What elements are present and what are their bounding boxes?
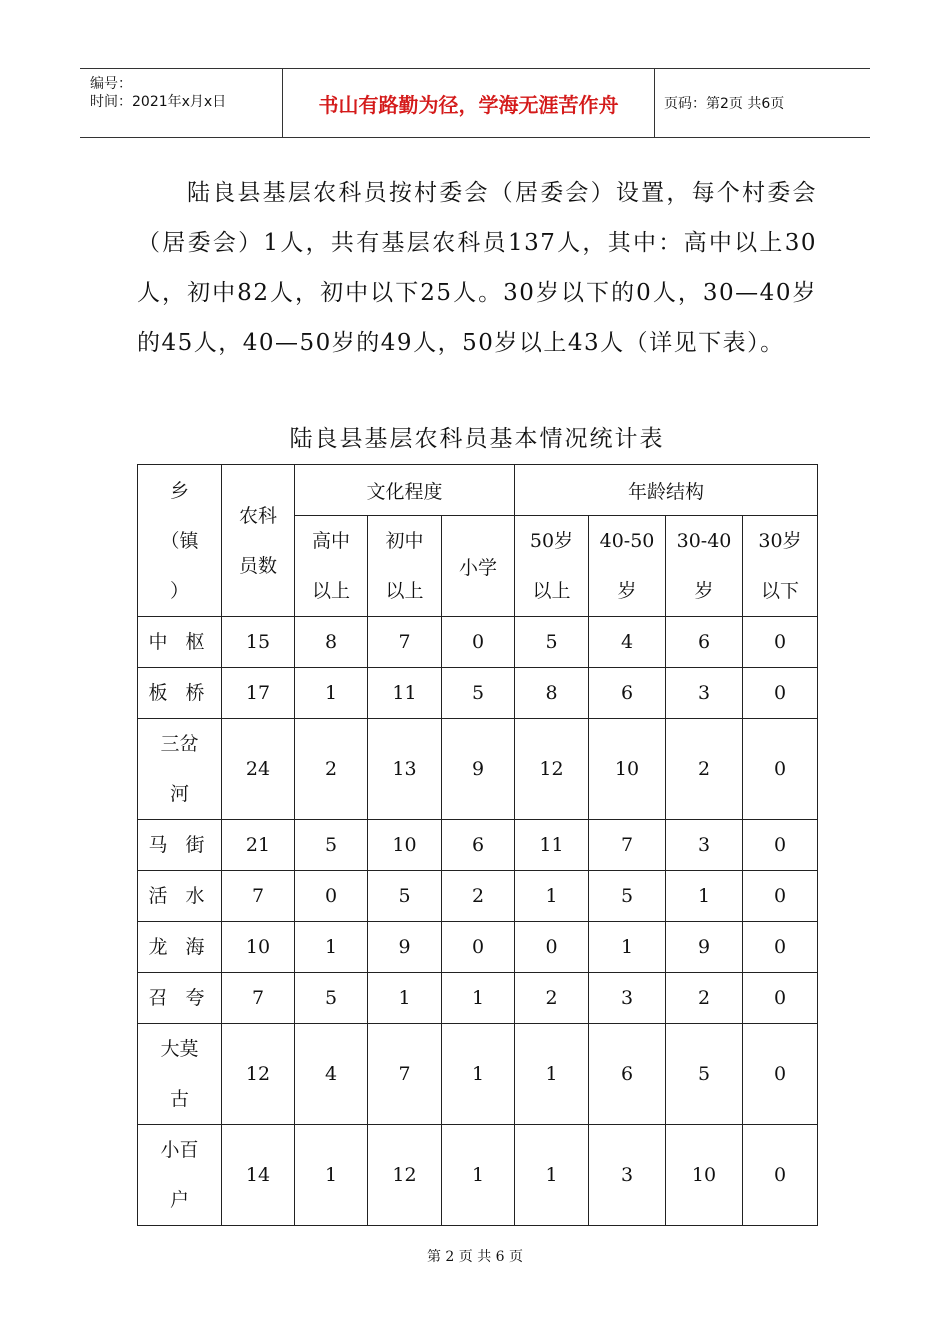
cell-age-50: 1 (515, 1024, 589, 1125)
cell-age-50: 1 (515, 1125, 589, 1226)
header-line: 30岁 (758, 530, 802, 552)
cell-age-under-30: 0 (743, 820, 818, 871)
table-row (138, 668, 818, 719)
cell-age-40: 1 (589, 922, 666, 973)
cell-primary: 0 (442, 617, 515, 668)
page-header (80, 68, 870, 138)
page-footer: 第 2 页 共 6 页 (426, 1249, 524, 1265)
body-paragraph: 陆良县基层农科员按村委会（居委会）设置，每个村委会（居委会）1人，共有基层农科员137人，其中：高中以上30人，初中82人，初中以下25人。30岁以下的0人，30—40岁的45人，40—50岁的49人，50岁以上43人（详见下表）。 (137, 180, 817, 356)
header-town (138, 465, 222, 617)
cell-high: 5 (295, 973, 368, 1024)
time-label: 时间：2021年x月x日 (90, 94, 227, 110)
header-line: 以上 (385, 580, 424, 602)
cell-age-under-30: 0 (743, 668, 818, 719)
cell-count: 12 (222, 1024, 295, 1125)
table-row (138, 719, 818, 820)
header-motto: 书山有路勤为径，学海无涯苦作舟 (318, 92, 619, 117)
cell-primary: 1 (442, 1024, 515, 1125)
table-row (138, 1024, 818, 1125)
header-town-line: 乡 (169, 479, 189, 502)
cell-age-30: 1 (666, 871, 743, 922)
cell-town: 活 水 (138, 871, 222, 922)
cell-primary: 1 (442, 973, 515, 1024)
cell-age-40: 3 (589, 973, 666, 1024)
cell-primary: 6 (442, 820, 515, 871)
header-line: 以上 (311, 580, 350, 602)
cell-high: 4 (295, 1024, 368, 1125)
cell-age-40: 7 (589, 820, 666, 871)
header-line: 以上 (532, 580, 571, 602)
header-count-line: 员数 (238, 554, 277, 577)
cell-age-under-30: 0 (743, 922, 818, 973)
cell-age-under-30: 0 (743, 1125, 818, 1226)
cell-count: 24 (222, 719, 295, 820)
cell-age-40: 6 (589, 1024, 666, 1125)
cell-age-under-30: 0 (743, 871, 818, 922)
code-label: 编号： (90, 76, 132, 92)
header-line: 以下 (761, 580, 800, 602)
cell-town-line: 大莫 (160, 1038, 199, 1060)
cell-town-line: 小百 (160, 1139, 199, 1161)
cell-age-50: 1 (515, 871, 589, 922)
cell-mid: 7 (368, 617, 442, 668)
cell-town-line: 古 (169, 1088, 189, 1110)
cell-age-30: 3 (666, 668, 743, 719)
cell-mid: 11 (368, 668, 442, 719)
cell-town (138, 719, 222, 820)
table-row (138, 973, 818, 1024)
cell-age-30: 2 (666, 719, 743, 820)
header-divider (654, 69, 655, 137)
cell-mid: 13 (368, 719, 442, 820)
header-page-label: 页码：第2页 共6页 (664, 96, 785, 112)
header-line: 初中 (385, 530, 424, 552)
cell-town-line: 户 (169, 1189, 189, 1211)
cell-high: 5 (295, 820, 368, 871)
cell-high: 1 (295, 668, 368, 719)
cell-primary: 2 (442, 871, 515, 922)
cell-high: 1 (295, 922, 368, 973)
cell-count: 14 (222, 1125, 295, 1226)
cell-town: 中 枢 (138, 617, 222, 668)
header-age-50-plus (515, 516, 589, 617)
cell-town (138, 1024, 222, 1125)
cell-age-50: 11 (515, 820, 589, 871)
cell-mid: 5 (368, 871, 442, 922)
table-row (138, 1125, 818, 1226)
cell-high: 1 (295, 1125, 368, 1226)
cell-town: 龙 海 (138, 922, 222, 973)
cell-primary: 9 (442, 719, 515, 820)
header-line: 岁 (694, 580, 714, 602)
table-row (138, 617, 818, 668)
cell-age-under-30: 0 (743, 1024, 818, 1125)
cell-count: 7 (222, 973, 295, 1024)
cell-age-under-30: 0 (743, 719, 818, 820)
header-count (222, 465, 295, 617)
cell-mid: 7 (368, 1024, 442, 1125)
header-edu-mid (368, 516, 442, 617)
cell-town (138, 1125, 222, 1226)
cell-count: 21 (222, 820, 295, 871)
cell-town-line: 河 (169, 783, 189, 805)
cell-age-40: 4 (589, 617, 666, 668)
cell-high: 8 (295, 617, 368, 668)
header-meta (80, 69, 282, 137)
cell-age-50: 2 (515, 973, 589, 1024)
cell-mid: 10 (368, 820, 442, 871)
cell-count: 7 (222, 871, 295, 922)
cell-mid: 1 (368, 973, 442, 1024)
header-town-line: ） (169, 579, 189, 602)
cell-age-40: 3 (589, 1125, 666, 1226)
cell-age-30: 6 (666, 617, 743, 668)
cell-town: 板 桥 (138, 668, 222, 719)
cell-primary: 0 (442, 922, 515, 973)
header-age-group: 年龄结构 (515, 465, 818, 516)
cell-high: 2 (295, 719, 368, 820)
cell-town: 马 街 (138, 820, 222, 871)
header-line: 岁 (617, 580, 637, 602)
header-age-30-40 (666, 516, 743, 617)
cell-age-30: 5 (666, 1024, 743, 1125)
header-line: 高中 (311, 530, 350, 552)
header-town-line: （镇 (160, 529, 199, 552)
header-line: 40-50 (599, 530, 655, 552)
cell-high: 0 (295, 871, 368, 922)
cell-primary: 1 (442, 1125, 515, 1226)
cell-age-40: 10 (589, 719, 666, 820)
cell-age-50: 12 (515, 719, 589, 820)
cell-age-under-30: 0 (743, 617, 818, 668)
cell-count: 15 (222, 617, 295, 668)
statistics-table (137, 464, 818, 1226)
header-edu-high (295, 516, 368, 617)
header-count-line: 农科 (238, 504, 277, 527)
cell-age-50: 5 (515, 617, 589, 668)
cell-age-30: 10 (666, 1125, 743, 1226)
cell-age-50: 8 (515, 668, 589, 719)
header-line: 30-40 (676, 530, 732, 552)
header-line: 50岁 (529, 530, 574, 552)
cell-age-under-30: 0 (743, 973, 818, 1024)
cell-age-40: 6 (589, 668, 666, 719)
cell-count: 10 (222, 922, 295, 973)
cell-primary: 5 (442, 668, 515, 719)
cell-town: 召 夸 (138, 973, 222, 1024)
header-education-group: 文化程度 (295, 465, 515, 516)
cell-count: 17 (222, 668, 295, 719)
table-caption: 陆良县基层农科员基本情况统计表 (289, 426, 665, 452)
cell-age-30: 9 (666, 922, 743, 973)
cell-age-40: 5 (589, 871, 666, 922)
table-row (138, 922, 818, 973)
table-row (138, 820, 818, 871)
cell-mid: 9 (368, 922, 442, 973)
table-row (138, 871, 818, 922)
header-age-under-30 (743, 516, 818, 617)
header-age-40-50 (589, 516, 666, 617)
cell-age-50: 0 (515, 922, 589, 973)
cell-age-30: 2 (666, 973, 743, 1024)
cell-town-line: 三岔 (160, 733, 199, 755)
cell-age-30: 3 (666, 820, 743, 871)
cell-mid: 12 (368, 1125, 442, 1226)
header-edu-primary: 小学 (442, 516, 515, 617)
